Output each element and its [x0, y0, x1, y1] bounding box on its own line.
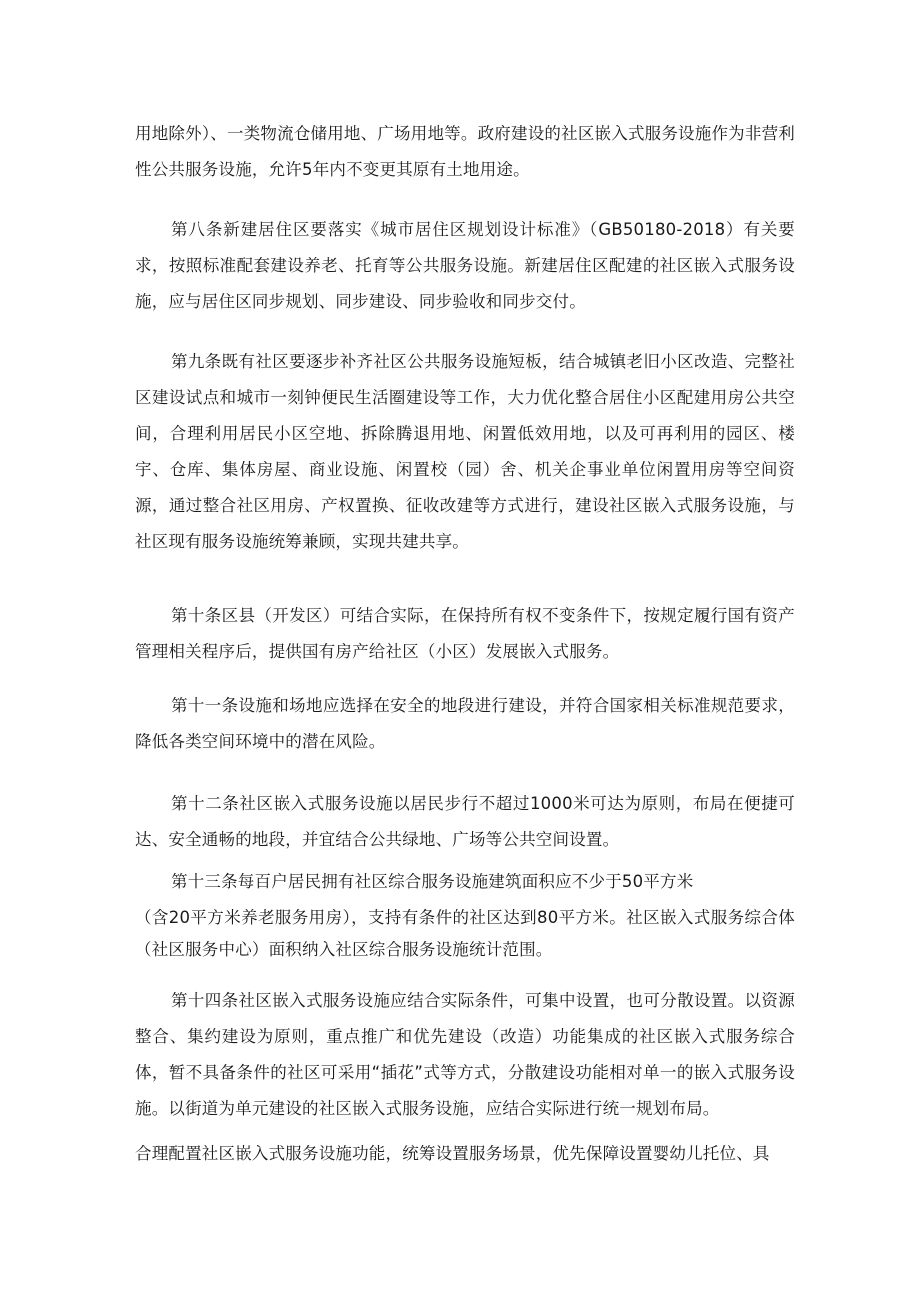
paragraph-article-10: 第十条区县（开发区）可结合实际，在保持所有权不变条件下，按规定履行国有资产管理相关程序后，提供国有房产给社区（小区）发展嵌入式服务。	[135, 606, 795, 661]
paragraph-service-functions: 合理配置社区嵌入式服务设施功能，统筹设置服务场景，优先保障设置婴幼儿托位、具	[135, 1144, 770, 1163]
paragraph-article-12: 第十二条社区嵌入式服务设施以居民步行不超过1000米可达为原则，布局在便捷可达、安全通畅的地段，并宜结合公共绿地、广场等公共空间设置。	[135, 794, 795, 849]
paragraph-article-13-continued: （含20平方米养老服务用房），支持有条件的社区达到80平方米。社区嵌入式服务综合体（社区服务中心）面积纳入社区综合服务设施统计范围。	[135, 908, 795, 959]
paragraph-article-11: 第十一条设施和场地应选择在安全的地段进行建设，并符合国家相关标准规范要求，降低各类空间环境中的潜在风险。	[135, 696, 795, 751]
paragraph-article-9: 第九条既有社区要逐步补齐社区公共服务设施短板，结合城镇老旧小区改造、完整社区建设试点和城市一刻钟便民生活圈建设等工作，大力优化整合居住小区配建用房公共空间，合理利用居民小区空地、拆除腾退用地、闲置低效用地，以及可再利用的园区、楼宇、仓库、集体房屋、商业设施、闲置校（园）舍、机关企事业单位闲置用房等空间资源，通过整合社区用房、产权置换、征收改建等方式进行，建设社区嵌入式服务设施，与社区现有服务设施统筹兼顾，实现共建共享。	[135, 352, 795, 551]
paragraph-land-use-continued: 用地除外）、一类物流仓储用地、广场用地等。政府建设的社区嵌入式服务设施作为非营利性公共服务设施，允许5年内不变更其原有土地用途。	[135, 124, 795, 179]
paragraph-article-8: 第八条新建居住区要落实《城市居住区规划设计标准》（GB50180-2018）有关要求，按照标准配套建设养老、托育等公共服务设施。新建居住区配建的社区嵌入式服务设施，应与居住区同步规划、同步建设、同步验收和同步交付。	[135, 220, 795, 311]
paragraph-article-13: 第十三条每百户居民拥有社区综合服务设施建筑面积应不少于50平方米	[171, 872, 694, 891]
paragraph-article-14: 第十四条社区嵌入式服务设施应结合实际条件，可集中设置，也可分散设置。以资源整合、集约建设为原则，重点推广和优先建设（改造）功能集成的社区嵌入式服务综合体，暂不具备条件的社区可采用“插花”式等方式，分散建设功能相对单一的嵌入式服务设施。以街道为单元建设的社区嵌入式服务设施，应结合实际进行统一规划布局。	[135, 991, 795, 1118]
